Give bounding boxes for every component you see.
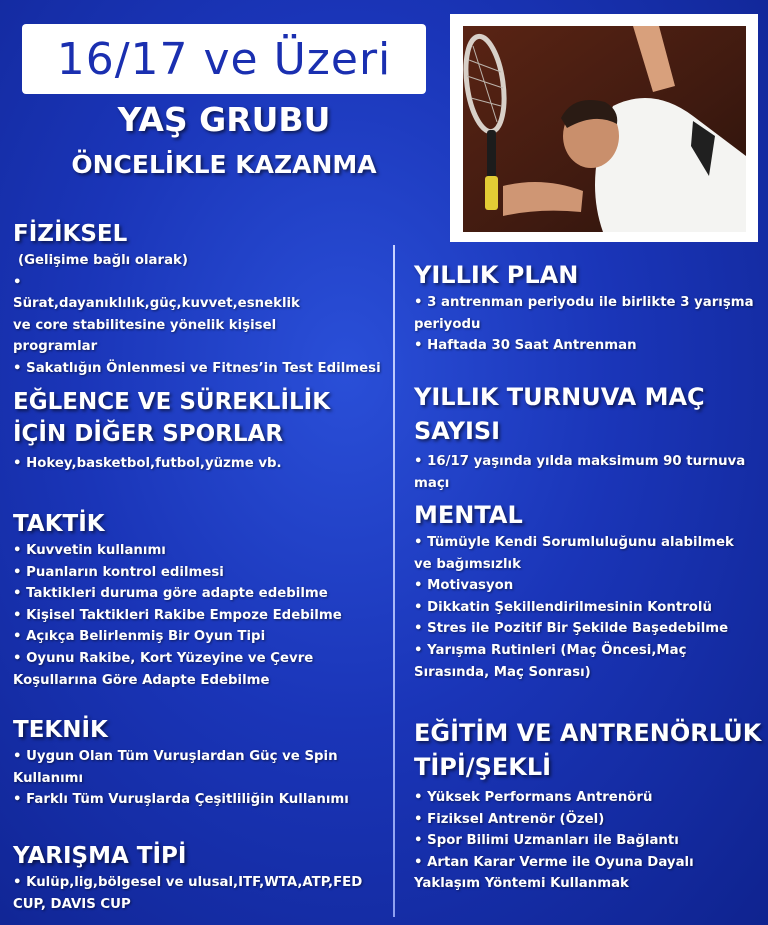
- section-fiziksel: [13, 218, 383, 380]
- list-item: • Yüksek Performans Antrenörü: [414, 790, 653, 805]
- list-item: • Kulüp,lig,bölgesel ve ulusal,ITF,WTA,ATP,FED CUP, DAVIS CUP: [13, 875, 363, 912]
- page-title: 16/17 ve Üzeri: [56, 33, 392, 85]
- title-box: [22, 24, 426, 94]
- section-taktik: [13, 508, 383, 691]
- teknik-heading: TEKNİK: [13, 717, 108, 743]
- section-teknik: [13, 714, 383, 811]
- list-item: • Spor Bilimi Uzmanları ile Bağlantı: [414, 833, 679, 849]
- list-item: • Uygun Olan Tüm Vuruşlardan Güç ve Spin Kullanımı: [13, 749, 338, 786]
- section-yarisma-tipi: [13, 840, 388, 915]
- list-item: • 16/17 yaşında yılda maksimum 90 turnuva maçı: [414, 454, 746, 491]
- list-item: • Artan Karar Verme ile Oyuna Dayalı Yaklaşım Yöntemi Kullanmak: [414, 854, 694, 892]
- list-item: • Dikkatin Şekillendirilmesinin Kontrolü: [414, 599, 712, 615]
- list-item: • Yarışma Rutinleri (Maç Öncesi,Maç Sırasında, Maç Sonrası): [414, 642, 687, 680]
- list-item: • Farklı Tüm Vuruşlarda Çeşitliliğin Kullanımı: [13, 792, 349, 808]
- list-item: • Motivasyon: [414, 578, 514, 594]
- eglence-heading-line2: İÇİN DİĞER SPORLAR: [13, 421, 284, 447]
- list-item: • 3 antrenman periyodu ile birlikte 3 yarışma periyodu: [414, 295, 754, 332]
- turnuva-heading-line1: YILLIK TURNUVA MAÇ: [414, 383, 705, 411]
- list-item: • Stres ile Pozitif Bir Şekilde Başedebilme: [414, 621, 729, 637]
- fiziksel-note: (Gelişime bağlı olarak): [18, 253, 188, 268]
- egitim-heading-line2: TİPİ/ŞEKLİ: [414, 753, 552, 781]
- list-item: • Kuvvetin kullanımı: [13, 543, 166, 558]
- egitim-heading-line1: EĞİTİM VE ANTRENÖRLÜK: [414, 719, 762, 747]
- list-item: • Kişisel Taktikleri Rakibe Empoze Edebilme: [13, 607, 342, 623]
- column-divider: [393, 245, 395, 917]
- list-item: • Hokey,basketbol,futbol,yüzme vb.: [13, 456, 282, 471]
- eglence-heading-line1: EĞLENCE VE SÜREKLİLİK: [13, 389, 331, 415]
- list-item: • Puanların kontrol edilmesi: [13, 564, 224, 580]
- list-item: • Açıkça Belirlenmiş Bir Oyun Tipi: [13, 629, 266, 645]
- fiziksel-heading: FİZİKSEL: [13, 221, 128, 247]
- yarisma-tipi-heading: YARIŞMA TİPİ: [13, 843, 187, 869]
- section-eglence: [13, 386, 383, 475]
- list-item: • Sürat,dayanıklılık,güç,kuvvet,esneklik ve core stabilitesine yönelik kişisel programlar: [13, 274, 300, 355]
- list-item: • Fiziksel Antrenör (Özel): [414, 811, 605, 827]
- age-group-heading: YAŞ GRUBU: [117, 100, 331, 139]
- taktik-heading: TAKTİK: [13, 511, 105, 537]
- list-item: • Oyunu Rakibe, Kort Yüzeyine ve Çevre Koşullarına Göre Adapte Edebilme: [13, 650, 314, 688]
- turnuva-heading-line2: SAYISI: [414, 417, 501, 445]
- section-turnuva: [414, 380, 759, 494]
- section-mental: [414, 498, 764, 683]
- section-egitim: [414, 716, 764, 895]
- list-item: • Haftada 30 Saat Antrenman: [414, 338, 637, 354]
- mental-heading: MENTAL: [414, 501, 523, 529]
- priority-heading: ÖNCELİKLE KAZANMA: [71, 150, 377, 179]
- list-item: • Tümüyle Kendi Sorumluluğunu alabilmek ve bağımsızlık: [414, 535, 734, 572]
- yillik-plan-heading: YILLIK PLAN: [414, 261, 579, 289]
- list-item: • Sakatlığın Önlenmesi ve Fitnes’in Test Edilmesi: [13, 360, 381, 376]
- tennis-player-photo: [463, 26, 746, 232]
- section-yillik-plan: [414, 258, 759, 357]
- list-item: • Taktikleri duruma göre adapte edebilme: [13, 586, 328, 602]
